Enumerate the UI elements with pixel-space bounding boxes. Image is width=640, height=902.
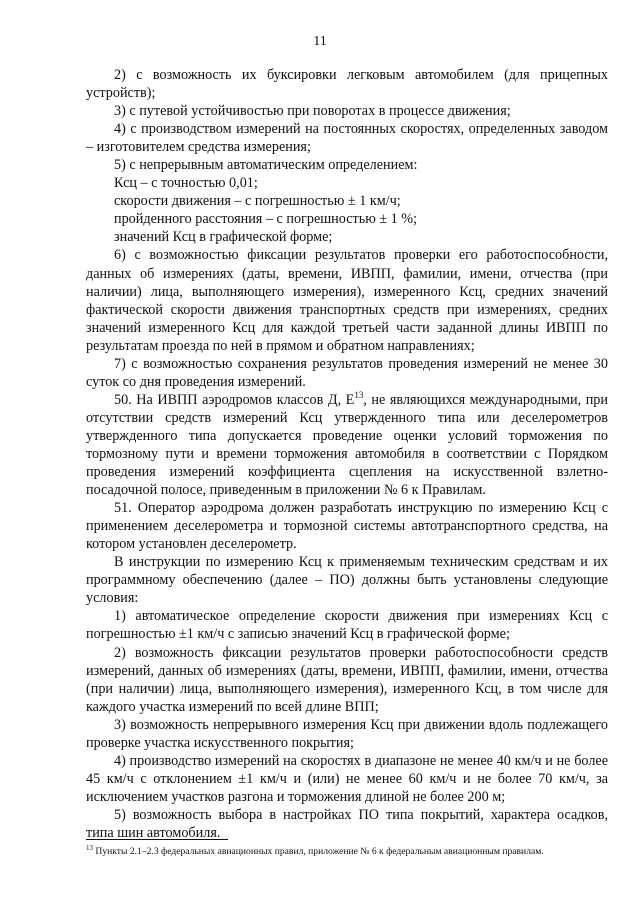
paragraph-graphic-form: значений Ксц в графической форме; bbox=[114, 229, 333, 246]
body-text bbox=[86, 66, 608, 842]
footnote-marker: 13 bbox=[86, 844, 93, 852]
footnote-reference: 13 bbox=[354, 389, 364, 400]
paragraph-condition-1: 1) автоматическое определение скорости движения при измерениях Ксц с погрешностью ±1 км/ч с записью значений Ксц в графической форме; bbox=[86, 608, 608, 643]
paragraph-item-4: 4) с производством измерений на постоянных скоростях, определенных заводом – изготовителем средства измерения; bbox=[86, 121, 608, 156]
page-number: 11 bbox=[313, 34, 327, 49]
paragraph-condition-3: 3) возможность непрерывного измерения Ксц при движении вдоль подлежащего проверке участка искусственного покрытия; bbox=[86, 716, 608, 751]
paragraph-ksc-accuracy: Ксц – с точностью 0,01; bbox=[114, 175, 258, 192]
paragraph-item-5: 5) с непрерывным автоматическим определением: bbox=[114, 157, 418, 174]
paragraph-instruction-intro: В инструкции по измерению Ксц к применяемым техническим средствам и их программному обеспечению (далее – ПО) должны быть установлены следующие условия: bbox=[86, 554, 608, 607]
footnote-divider bbox=[86, 839, 228, 840]
footnote bbox=[86, 846, 616, 858]
paragraph-clause-51: 51. Оператор аэродрома должен разработать инструкцию по измерению Ксц с применением деселерометра и тормозной системы автотранспортного средства, на котором установлен деселерометр. bbox=[86, 500, 608, 553]
paragraph-condition-5: 5) возможность выбора в настройках ПО типа покрытий, характера осадков, типа шин автомобиля. bbox=[86, 806, 608, 841]
paragraph-item-7: 7) с возможностью сохранения результатов проведения измерений не менее 30 суток со дня проведения измерений. bbox=[86, 355, 608, 390]
paragraph-item-6: 6) с возможностью фиксации результатов проверки его работоспособности, данных об измерениях (даты, времени, ИВПП, фамилии, имени, отчества (при наличии) лица, выполняющего измерения), измеренного Ксц, средних значений фактической скорости движения транспортных средств при измерениях, средних значений измеренного Ксц для каждой третьей части заданной длины ИВПП по результатам проезда по ней в прямом и обратном направлениях; bbox=[86, 247, 608, 354]
paragraph-speed-accuracy: скорости движения – с погрешностью ± 1 км/ч; bbox=[114, 193, 401, 210]
paragraph-clause-50 bbox=[86, 391, 608, 499]
paragraph-distance-accuracy: пройденного расстояния – с погрешностью ± 1 %; bbox=[114, 211, 418, 228]
clause-50-text-start: 50. На ИВПП аэродромов классов Д, Е bbox=[114, 391, 355, 408]
paragraph-item-3: 3) с путевой устойчивостью при поворотах в процессе движения; bbox=[114, 103, 511, 120]
paragraph-condition-4: 4) производство измерений на скоростях в диапазоне не менее 40 км/ч и не более 45 км/ч с отклонением ±1 км/ч и (или) не менее 60 км/ч и не более 70 км/ч, за исключением участков разгона и торможения длиной не более 200 м; bbox=[86, 752, 608, 805]
paragraph-condition-2: 2) возможность фиксации результатов проверки работоспособности средств измерений, данных об измерениях (даты, времени, ИВПП, фамилии, имени, отчества (при наличии) лица, выполняющего измерения), измеренного Ксц, в том числе для каждого участка измерений по всей длине ВПП; bbox=[86, 644, 608, 715]
footnote-text: Пункты 2.1–2.3 федеральных авиационных правил, приложение № 6 к федеральным авиационным правилам. bbox=[93, 846, 544, 857]
paragraph-item-2: 2) с возможность их буксировки легковым автомобилем (для прицепных устройств); bbox=[86, 67, 608, 102]
clause-50-text-end: , не являющихся международными, при отсутствии средств измерений Ксц утвержденного типа или деселерометров утвержденного типа допускается проведение оценки условий торможения по тормозному пути и времени торможения автомобиля в соответствии с Порядком проведения измерений коэффициента сцепления на искусственной взлетно-посадочной полосе, приведенным в приложении № 6 к Правилам. bbox=[86, 391, 608, 499]
